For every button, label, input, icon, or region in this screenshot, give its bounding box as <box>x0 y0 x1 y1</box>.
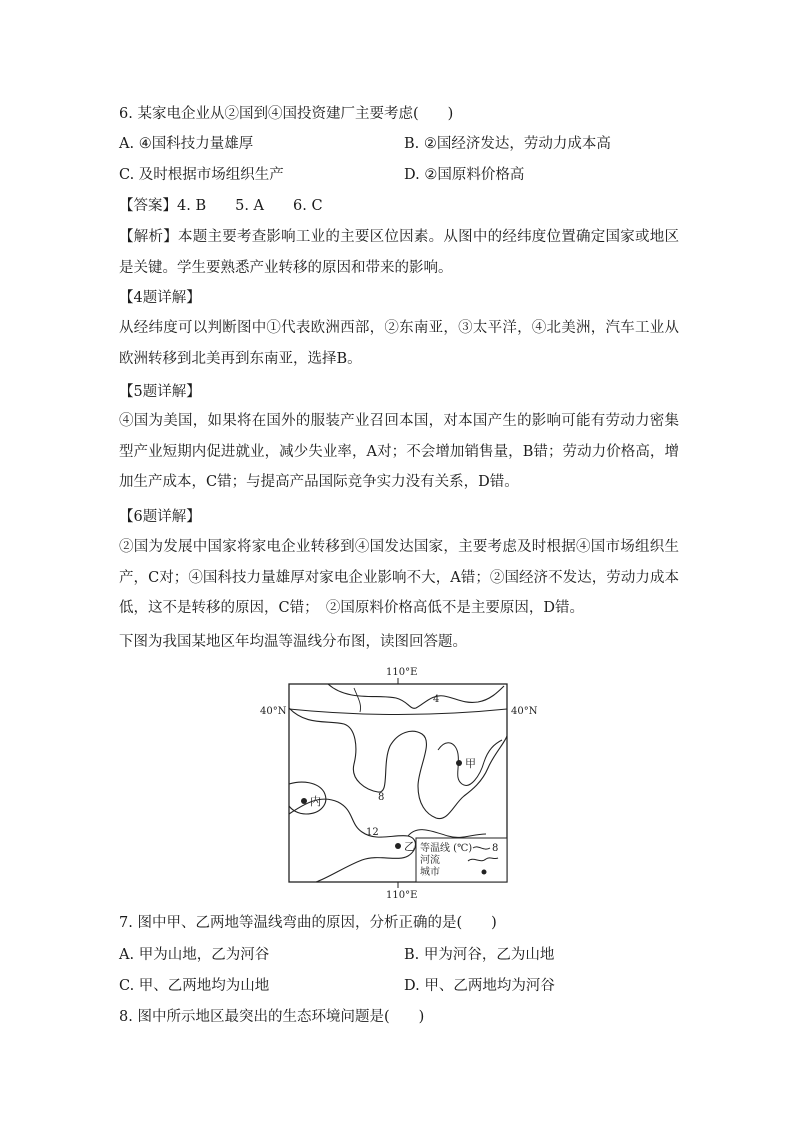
isotherm-4 <box>328 684 504 708</box>
isotherm-south <box>408 830 486 838</box>
legend-isotherm-label: 等温线 (℃) <box>420 843 473 854</box>
detail-4-text: 从经纬度可以判断图中①代表欧洲西部，②东南亚，③太平洋，④北美洲，汽车工业从欧洲转移到北美再到东南亚，选择B。 <box>119 320 679 367</box>
lon-top-label: 110°E <box>386 667 418 678</box>
legend-city-symbol <box>482 870 487 875</box>
isotherm-8-label: 8 <box>378 792 385 803</box>
parallel-40n <box>289 709 507 715</box>
isotherm-map <box>258 664 548 898</box>
detail-6-text: ②国为发展中国家将家电企业转移到④国发达国家，主要考虑及时根据④国市场组织生产，C对；④国科技力量雄厚对家电企业影响不大，A错；②国经济不发达，劳动力成本低，这不是转移的原因，C错； ②国原料价格高低不是主要原因，D错。 <box>119 539 679 616</box>
detail-6-title: 【6题详解】 <box>119 509 201 525</box>
city-yi-label: 乙 <box>404 840 415 853</box>
city-jia-label: 甲 <box>465 757 476 770</box>
lat-left-label: 40°N <box>260 706 287 717</box>
detail-5-title: 【5题详解】 <box>119 384 201 400</box>
isotherm-12-label: 12 <box>366 827 379 838</box>
answer-line: 【答案】4. B 5. A 6. C <box>119 198 323 214</box>
isotherm-4-label: 4 <box>433 694 440 705</box>
lon-bottom-label: 110°E <box>386 890 418 898</box>
analysis-paragraph: 【解析】本题主要考查影响工业的主要区位因素。从图中的经纬度位置确定国家或地区是关键。学生要熟悉产业转移的原因和带来的影响。 <box>119 229 679 276</box>
detail-4-title: 【4题详解】 <box>119 290 201 306</box>
river-north <box>354 688 361 712</box>
city-yi-dot <box>395 843 401 849</box>
legend-city-label: 城市 <box>420 867 440 878</box>
q6-option-b: B. ②国经济发达，劳动力成本高 <box>404 136 611 152</box>
lat-right-label: 40°N <box>511 706 538 717</box>
q7-option-a: A. 甲为山地，乙为河谷 <box>119 947 270 963</box>
q7-option-b: B. 甲为河谷，乙为山地 <box>404 947 555 963</box>
q8-stem: 8. 图中所示地区最突出的生态环境问题是( ) <box>119 1009 425 1025</box>
map-intro: 下图为我国某地区年均温等温线分布图，读图回答题。 <box>119 634 467 650</box>
isotherm-12 <box>289 799 416 882</box>
q6-option-d: D. ②国原料价格高 <box>404 167 525 183</box>
detail-5-text: ④国为美国，如果将在国外的服装产业召回本国，对本国产生的影响可能有劳动力密集型产业短期内促进就业，减少失业率，A对；不会增加销售量，B错；劳动力价格高，增加生产成本，C错；与提高产品国际竞争实力没有关系，D错。 <box>119 413 679 490</box>
q6-option-a: A. ④国科技力量雄厚 <box>119 136 254 152</box>
q7-option-d: D. 甲、乙两地均为河谷 <box>404 978 555 994</box>
legend-isotherm-value: 8 <box>492 843 499 854</box>
q7-option-c: C. 甲、乙两地均为山地 <box>119 978 270 994</box>
q7-stem: 7. 图中甲、乙两地等温线弯曲的原因，分析正确的是( ) <box>119 915 497 931</box>
city-jia-dot <box>456 760 462 766</box>
q6-option-c: C. 及时根据市场组织生产 <box>119 167 284 183</box>
legend-river-label: 河流 <box>420 855 440 866</box>
q6-stem: 6. 某家电企业从②国到④国投资建厂主要考虑( ) <box>119 106 454 122</box>
city-nei-dot <box>301 798 307 804</box>
city-nei-label: 内 <box>310 795 321 808</box>
